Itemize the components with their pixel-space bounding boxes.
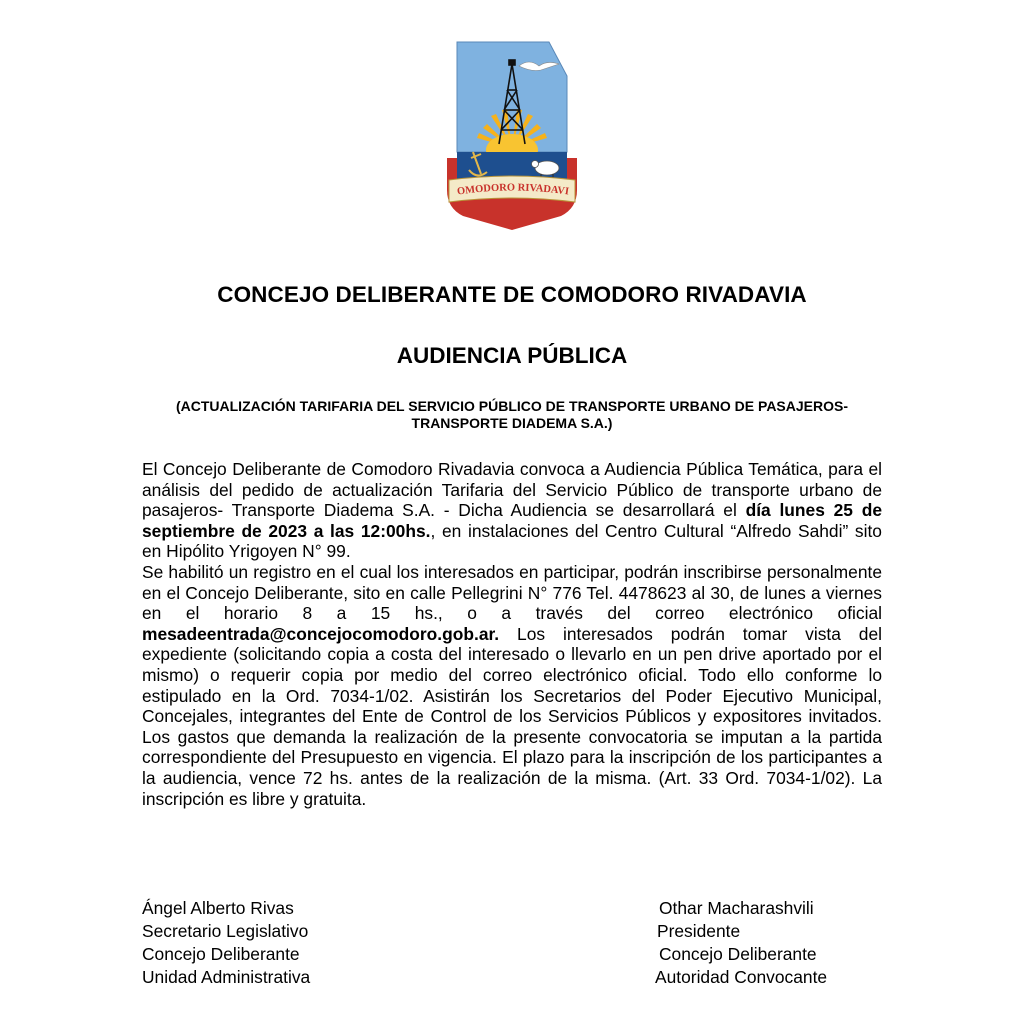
notice-title: AUDIENCIA PÚBLICA	[396, 343, 628, 368]
signatory-unit: Autoridad Convocante	[655, 967, 828, 987]
signatory-unit: Unidad Administrativa	[142, 967, 311, 987]
signatory-role: Presidente	[657, 921, 741, 941]
hearing-date: día lunes 25 de septiembre de 2023 a las 12:00hs.	[142, 500, 882, 541]
coat-of-arms-icon	[443, 40, 581, 230]
crest-svg	[443, 40, 581, 230]
convocation-location: , en instalaciones del Centro Cultural “Alfredo Sahdi” sito en Hipólito Yrigoyen N° 99.	[142, 520, 882, 562]
signature-block-right	[655, 897, 827, 989]
crest-caption: OMODORO RIVADAVI	[456, 182, 570, 198]
registration-intro: Se habilitó un registro en el cual los interesados en participar, podrán inscribirse personalmente en el Concejo Deliberante, sito en calle Pellegrini N° 776 Tel. 4478623 al 30, de lunes a viernes en el horario 8 a 15 hs., o a través del correo electrónico oficial	[142, 561, 882, 624]
convocation-intro: El Concejo Deliberante de Comodoro Rivadavia convoca a Audiencia Pública Temática, para el análisis del pedido de actualización Tarifaria del Servicio Público de transporte urbano de pasajeros- Transporte Diadema S.A. - Dicha Audiencia se desarrollará el	[142, 459, 882, 521]
signatory-name: Ángel Alberto Rivas	[142, 898, 294, 918]
official-email: mesadeentrada@concejocomodoro.gob.ar.	[142, 623, 500, 644]
registration-details: Los interesados podrán tomar vista del expediente (solicitando copia a costa del interesado o llevarlo en un pen drive aportado por el mismo) o requerir copia por medio del correo electrónico oficial. Todo ello conforme lo estipulado en la Ord. 7034-1/02. Asistirán los Secretarios del Poder Ejecutivo Municipal, Concejales, integrantes del Ente de Control de los Servicios Públicos y expositores invitados. Los gastos que demanda la realización de la presente convocatoria se imputan a la partida correspondiente del Presupuesto en vigencia. El plazo para la inscripción de los participantes a la audiencia, vence 72 hs. antes de la realización de la misma. (Art. 33 Ord. 7034-1/02). La inscripción es libre y gratuita.	[142, 623, 882, 809]
signatory-name: Othar Macharashvili	[659, 898, 814, 918]
paragraph-convocation	[142, 459, 882, 562]
notice-body	[142, 459, 882, 809]
signatory-body: Concejo Deliberante	[659, 944, 817, 964]
council-title: CONCEJO DELIBERANTE DE COMODORO RIVADAVIA	[217, 282, 807, 307]
notice-subtitle: (ACTUALIZACIÓN TARIFARIA DEL SERVICIO PÚBLICO DE TRANSPORTE URBANO DE PASAJEROS- TRANSPORTE DIADEMA S.A.)	[175, 398, 849, 431]
signatory-body: Concejo Deliberante	[142, 944, 300, 964]
paragraph-registration	[142, 562, 882, 809]
signature-block-left	[142, 897, 310, 989]
signatory-role: Secretario Legislativo	[142, 921, 309, 941]
